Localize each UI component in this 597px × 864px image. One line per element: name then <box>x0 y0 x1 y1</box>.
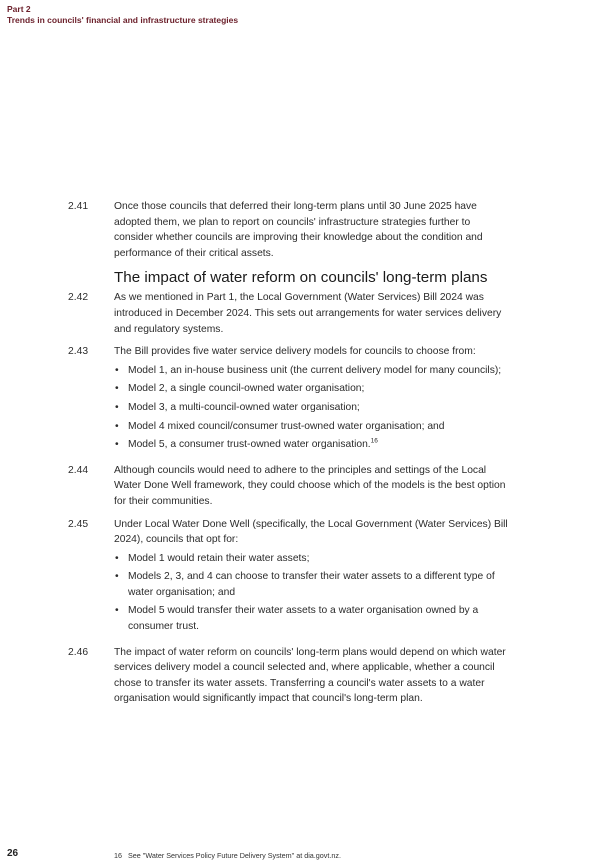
paragraph-text: As we mentioned in Part 1, the Local Government (Water Services) Bill 2024 was introduced in December 2024. This sets out arrangements for water services delivery and regulatory systems. <box>114 292 502 335</box>
list-item: • Model 1 would retain their water assets; <box>114 551 508 567</box>
list-item: • Model 3, a multi-council-owned water organisation; <box>114 400 508 416</box>
list-item: • Model 1, an in-house business unit (the current delivery model for many councils); <box>114 363 508 379</box>
bullet-list <box>114 363 508 453</box>
footnote-text: See "Water Services Policy Future Delivery System" at dia.govt.nz. <box>128 851 341 860</box>
list-item: • Model 5 would transfer their water assets to a water organisation owned by a consumer trust. <box>114 603 508 634</box>
paragraph-2-42 <box>68 290 508 337</box>
list-item: • Model 2, a single council-owned water organisation; <box>114 381 508 397</box>
running-header <box>7 4 238 26</box>
footnote <box>114 851 341 860</box>
footnote-reference[interactable]: 16 <box>370 437 378 445</box>
paragraph-text: Although councils would need to adhere to the principles and settings of the Local Water Done Well framework, they could choose which of the models is the best option for their communities. <box>114 464 506 507</box>
list-item: • Models 2, 3, and 4 can choose to transfer their water assets to a different type of water organisation; and <box>114 569 508 600</box>
paragraph-2-46 <box>68 645 508 707</box>
paragraph-number: 2.42 <box>68 292 89 304</box>
main-content <box>68 199 508 714</box>
section-heading: The impact of water reform on councils' long-term plans <box>114 269 488 287</box>
paragraph-number: 2.45 <box>68 518 89 530</box>
paragraph-number: 2.43 <box>68 346 89 358</box>
paragraph-number: 2.46 <box>68 646 89 658</box>
paragraph-2-45 <box>68 517 508 638</box>
bullet-list <box>114 551 508 635</box>
paragraph-2-44 <box>68 463 508 510</box>
part-label: Part 2 <box>7 4 31 14</box>
paragraph-text: The Bill provides five water service delivery models for councils to choose from: <box>114 346 476 358</box>
paragraph-number: 2.44 <box>68 464 89 476</box>
page-number: 26 <box>7 848 19 859</box>
paragraph-text: The impact of water reform on councils' long-term plans would depend on which water services delivery model a council selected and, where applicable, whether a council chose to transfer its water assets. Transferring a council's water assets to a water organisation would significantly impact that council's long-term plan. <box>114 646 506 705</box>
paragraph-2-41 <box>68 199 508 261</box>
list-item: • Model 5, a consumer trust-owned water organisation.$^{16}$ <box>114 437 508 453</box>
paragraph-2-43 <box>68 344 508 456</box>
footnote-number: 16 <box>114 851 122 860</box>
paragraph-text: Once those councils that deferred their long-term plans until 30 June 2025 have adopted them, we plan to report on councils' infrastructure strategies further to consider whether councils are improving their knowledge about the condition and performance of their critical assets. <box>114 201 483 259</box>
paragraph-number: 2.41 <box>68 201 89 212</box>
list-item: • Model 4 mixed council/consumer trust-owned water organisation; and <box>114 419 508 435</box>
paragraph-text: Under Local Water Done Well (specifically, the Local Government (Water Services) Bill 2024), councils that opt for: <box>114 518 508 546</box>
part-subtitle: Trends in councils' financial and infrastructure strategies <box>7 15 239 25</box>
